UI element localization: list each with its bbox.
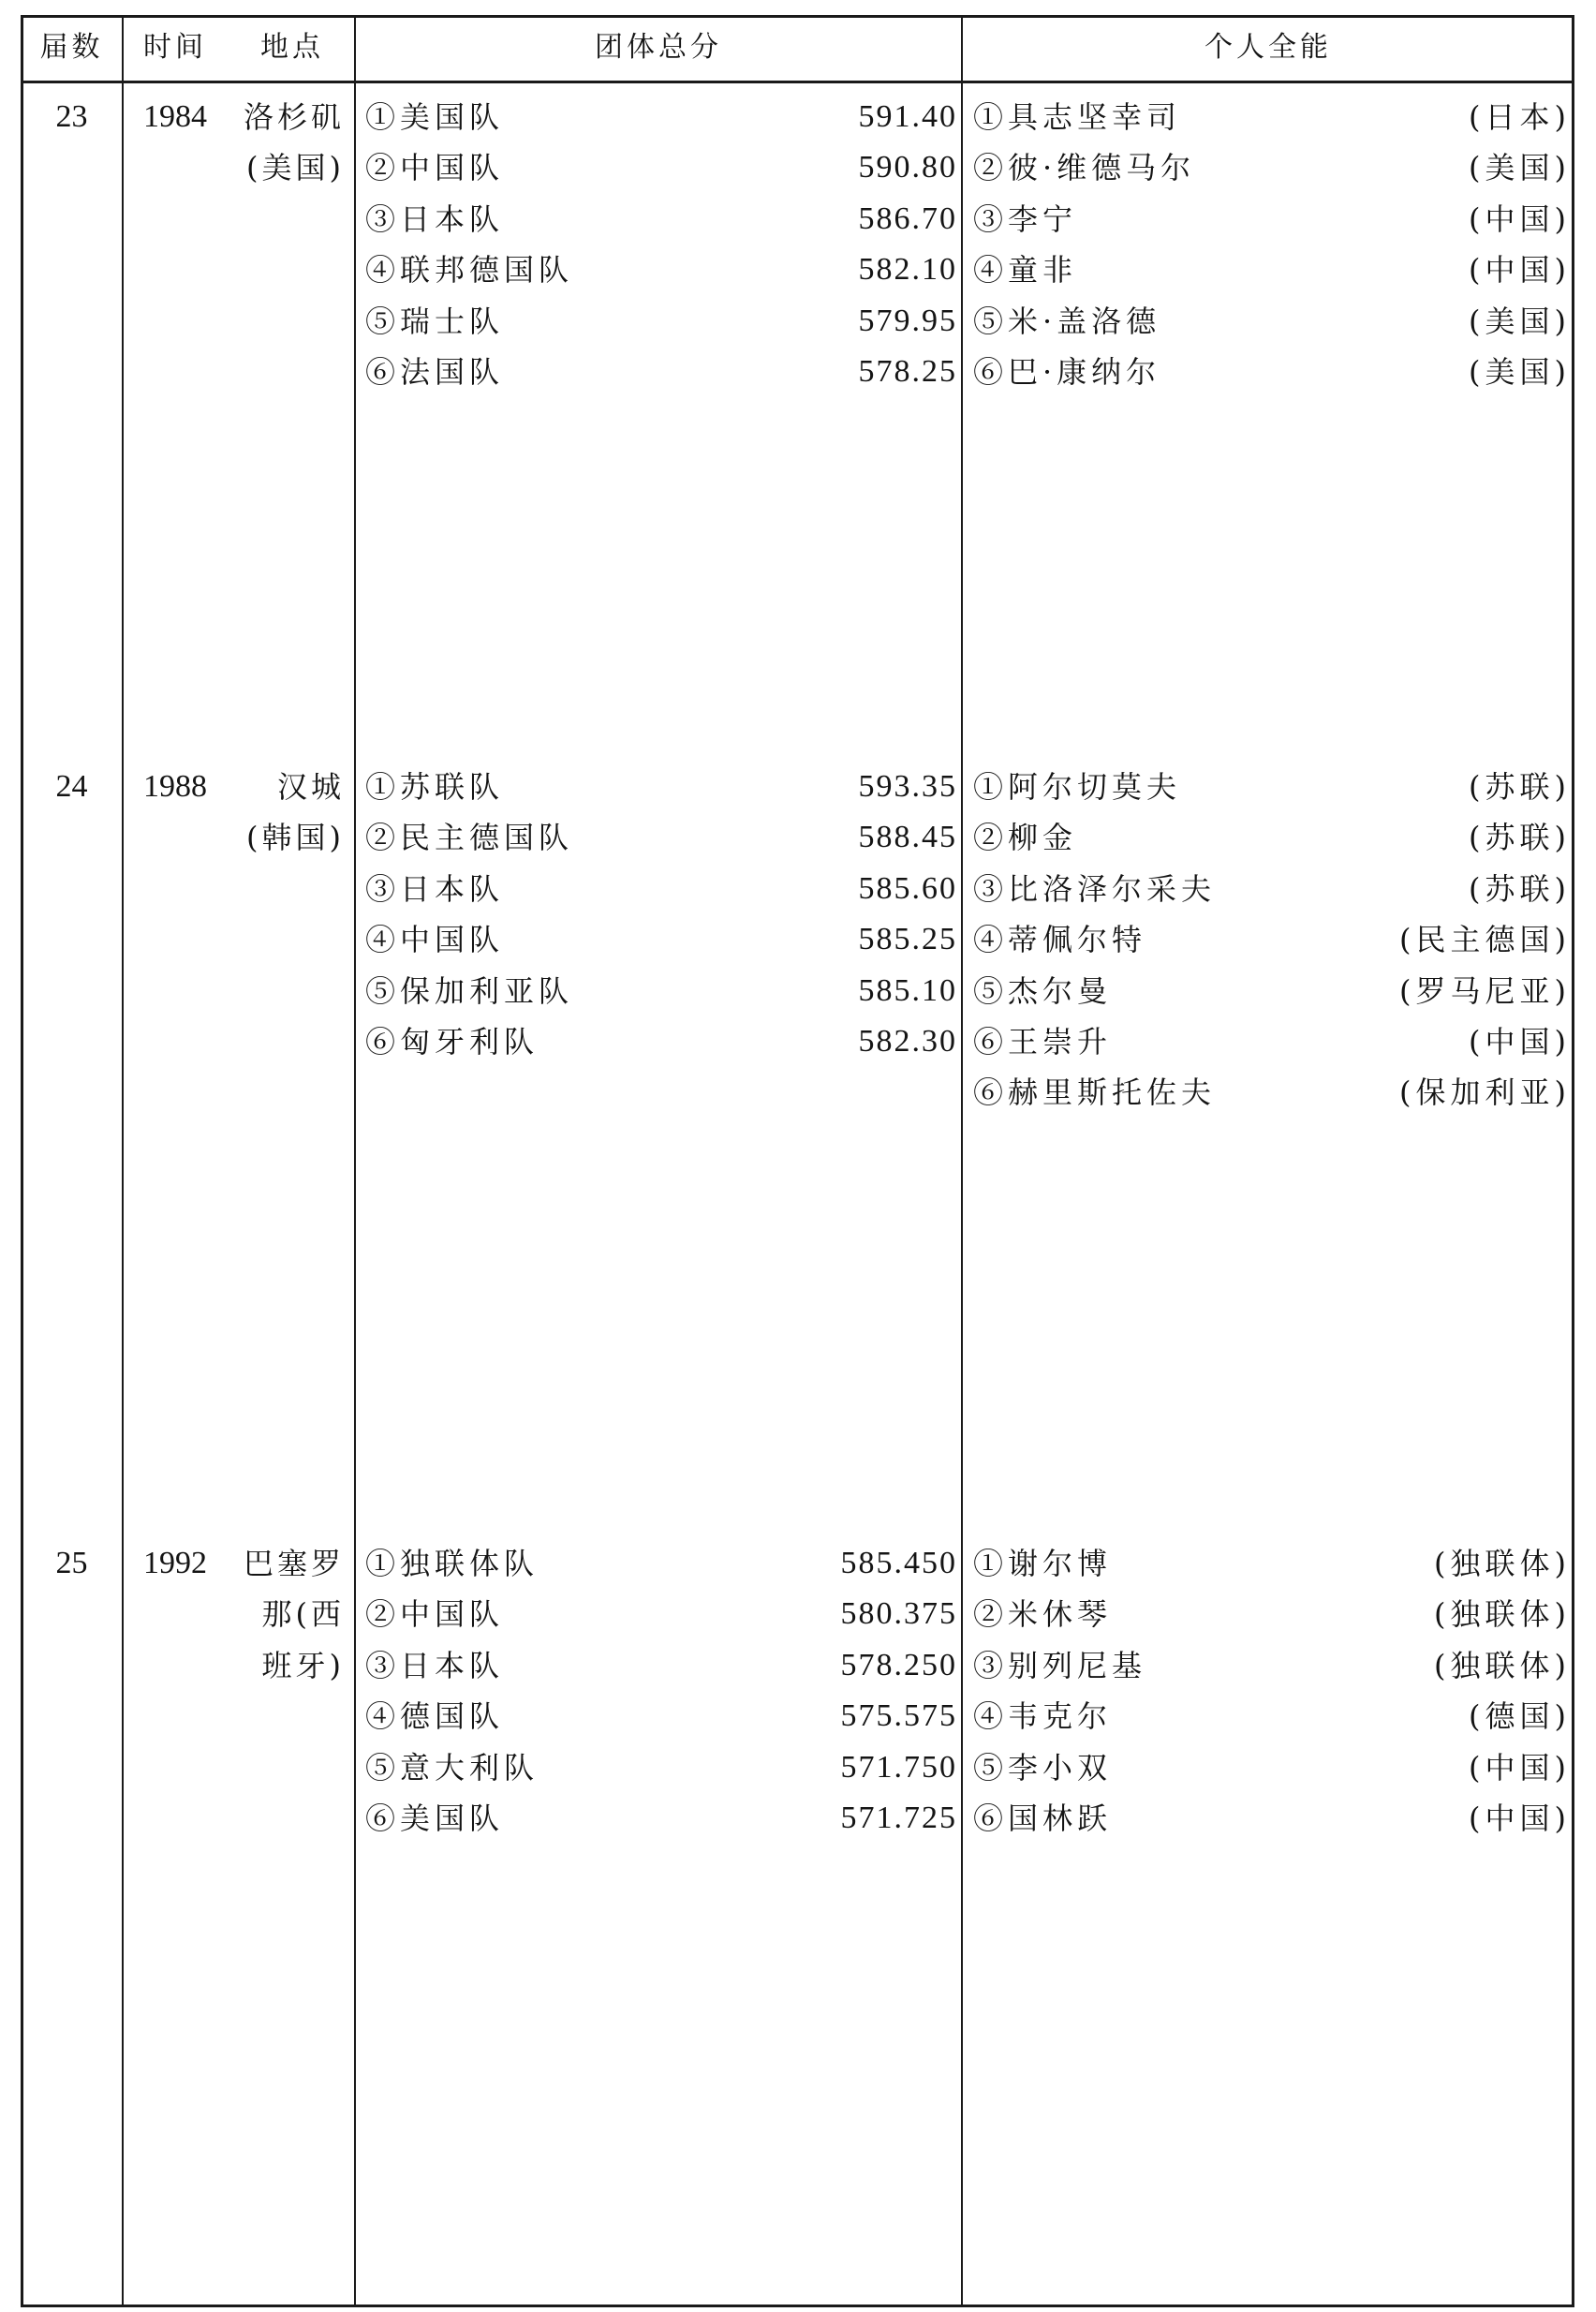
athlete-name: ③比洛泽尔采夫 <box>973 870 1217 907</box>
individual-row <box>973 1691 1571 1741</box>
column-divider-team <box>961 15 963 2307</box>
team-score: 582.10 <box>858 252 957 288</box>
team-name: ①美国队 <box>365 99 505 135</box>
team-score: 591.40 <box>858 99 957 134</box>
team-score: 575.575 <box>840 1698 957 1734</box>
team-row <box>365 1640 955 1691</box>
individual-row <box>973 1016 1571 1067</box>
team-name: ⑥法国队 <box>365 353 505 390</box>
athlete-country: (中国) <box>1469 200 1571 237</box>
team-score: 585.450 <box>840 1546 957 1580</box>
place-line: 汉城 <box>276 769 345 805</box>
athlete-country: (苏联) <box>1469 820 1571 856</box>
individual-row <box>973 812 1571 863</box>
athlete-country: (苏联) <box>1469 870 1571 907</box>
athlete-country: (中国) <box>1469 1800 1571 1836</box>
team-score: 571.750 <box>840 1749 957 1785</box>
team-score: 585.10 <box>858 972 957 1008</box>
individual-row <box>973 1067 1571 1118</box>
team-name: ⑤意大利队 <box>365 1749 539 1786</box>
team-score: 578.25 <box>858 353 957 389</box>
team-score: 593.35 <box>858 769 957 804</box>
edition-number: 25 <box>55 1546 88 1580</box>
team-name: ⑤保加利亚队 <box>365 972 574 1009</box>
team-row <box>365 762 955 812</box>
athlete-country: (苏联) <box>1469 769 1571 805</box>
team-row <box>365 1691 955 1741</box>
team-row <box>365 296 955 347</box>
athlete-country: (德国) <box>1469 1698 1571 1735</box>
header-place: 地点 <box>260 31 324 64</box>
athlete-name: ⑥赫里斯托佐夫 <box>973 1074 1217 1111</box>
team-score: 580.375 <box>840 1596 957 1632</box>
header-team-total: 团体总分 <box>595 31 722 64</box>
team-score: 571.725 <box>840 1800 957 1835</box>
individual-row <box>973 1589 1571 1639</box>
individual-row <box>973 762 1571 812</box>
individual-row <box>973 1793 1571 1844</box>
team-score: 582.30 <box>858 1023 957 1059</box>
edition-number: 23 <box>55 99 88 134</box>
edition-number: 24 <box>55 769 88 804</box>
team-name: ⑥美国队 <box>365 1800 505 1836</box>
team-name: ⑥匈牙利队 <box>365 1023 539 1060</box>
individual-row <box>973 347 1571 397</box>
edition-year: 1992 <box>143 1546 207 1580</box>
athlete-name: ②柳金 <box>973 820 1078 856</box>
team-row <box>365 92 955 142</box>
header-individual-all-around: 个人全能 <box>1204 31 1332 64</box>
athlete-name: ④童非 <box>973 252 1078 289</box>
team-name: ③日本队 <box>365 1647 505 1683</box>
column-divider-place <box>354 15 356 2307</box>
edition-place <box>225 1538 345 1691</box>
individual-row <box>973 864 1571 914</box>
team-name: ④联邦德国队 <box>365 252 574 289</box>
athlete-country: (美国) <box>1469 353 1571 390</box>
individual-results <box>973 1538 1571 1844</box>
individual-row <box>973 142 1571 193</box>
athlete-country: (独联体) <box>1434 1596 1571 1633</box>
individual-row <box>973 92 1571 142</box>
edition-place <box>225 762 345 864</box>
athlete-name: ⑤米·盖洛德 <box>973 303 1161 339</box>
team-row <box>365 914 955 965</box>
team-row <box>365 1793 955 1844</box>
edition-year: 1984 <box>143 99 207 134</box>
athlete-country: (中国) <box>1469 252 1571 289</box>
place-line: 巴塞罗 <box>243 1546 345 1581</box>
team-name: ⑤瑞士队 <box>365 303 505 339</box>
athlete-country: (美国) <box>1469 150 1571 186</box>
team-name: ④中国队 <box>365 922 505 958</box>
individual-results <box>973 762 1571 1119</box>
athlete-name: ②米休琴 <box>973 1596 1113 1633</box>
team-name: ③日本队 <box>365 200 505 237</box>
edition-place <box>225 92 345 194</box>
team-name: ②民主德国队 <box>365 820 574 856</box>
team-name: ④德国队 <box>365 1698 505 1735</box>
athlete-country: (保加利亚) <box>1399 1074 1571 1111</box>
individual-row <box>973 296 1571 347</box>
team-score: 585.25 <box>858 922 957 957</box>
header-divider <box>21 81 1574 83</box>
place-line: 那(西 <box>261 1596 345 1633</box>
individual-row <box>973 1538 1571 1589</box>
athlete-country: (中国) <box>1469 1749 1571 1786</box>
team-name: ①独联体队 <box>365 1546 539 1581</box>
place-line: (美国) <box>246 150 345 186</box>
athlete-name: ④蒂佩尔特 <box>973 922 1147 958</box>
edition-year: 1988 <box>143 769 207 804</box>
team-score: 585.60 <box>858 870 957 906</box>
team-name: ②中国队 <box>365 150 505 186</box>
athlete-name: ⑤李小双 <box>973 1749 1113 1786</box>
place-line: (韩国) <box>246 820 345 856</box>
team-results <box>365 762 955 1067</box>
athlete-name: ⑥王崇升 <box>973 1023 1113 1060</box>
athlete-name: ⑤杰尔曼 <box>973 972 1113 1009</box>
team-name: ①苏联队 <box>365 769 505 805</box>
place-line: 班牙) <box>261 1647 345 1683</box>
team-row <box>365 812 955 863</box>
individual-row <box>973 1640 1571 1691</box>
team-score: 586.70 <box>858 200 957 236</box>
team-score: 588.45 <box>858 820 957 855</box>
team-row <box>365 864 955 914</box>
team-score: 590.80 <box>858 150 957 185</box>
team-row <box>365 347 955 397</box>
team-results <box>365 1538 955 1844</box>
athlete-country: (罗马尼亚) <box>1399 972 1571 1009</box>
team-row <box>365 966 955 1016</box>
team-score: 579.95 <box>858 303 957 338</box>
athlete-country: (独联体) <box>1434 1546 1571 1581</box>
header-edition: 届数 <box>39 31 104 64</box>
team-row <box>365 245 955 295</box>
athlete-country: (中国) <box>1469 1023 1571 1060</box>
header-year: 时间 <box>143 31 207 64</box>
athlete-name: ①谢尔博 <box>973 1546 1113 1581</box>
team-name: ③日本队 <box>365 870 505 907</box>
individual-row <box>973 914 1571 965</box>
team-name: ②中国队 <box>365 1596 505 1633</box>
team-results <box>365 92 955 397</box>
individual-row <box>973 194 1571 245</box>
athlete-name: ②彼·维德马尔 <box>973 150 1196 186</box>
individual-row <box>973 1742 1571 1793</box>
individual-row <box>973 966 1571 1016</box>
athlete-name: ③别列尼基 <box>973 1647 1147 1683</box>
athlete-name: ⑥国林跃 <box>973 1800 1113 1836</box>
team-row <box>365 1538 955 1589</box>
athlete-country: (独联体) <box>1434 1647 1571 1683</box>
athlete-name: ③李宁 <box>973 200 1078 237</box>
team-row <box>365 142 955 193</box>
athlete-country: (民主德国) <box>1399 922 1571 958</box>
team-row <box>365 194 955 245</box>
team-row <box>365 1016 955 1067</box>
athlete-country: (美国) <box>1469 303 1571 339</box>
athlete-name: ①具志坚幸司 <box>973 99 1182 135</box>
athlete-name: ①阿尔切莫夫 <box>973 769 1182 805</box>
individual-results <box>973 92 1571 397</box>
athlete-name: ④韦克尔 <box>973 1698 1113 1735</box>
team-row <box>365 1589 955 1639</box>
athlete-country: (日本) <box>1469 99 1571 135</box>
team-score: 578.250 <box>840 1647 957 1682</box>
place-line: 洛杉矶 <box>243 99 345 135</box>
team-row <box>365 1742 955 1793</box>
athlete-name: ⑥巴·康纳尔 <box>973 353 1161 390</box>
column-divider-edition <box>122 15 124 2307</box>
individual-row <box>973 245 1571 295</box>
